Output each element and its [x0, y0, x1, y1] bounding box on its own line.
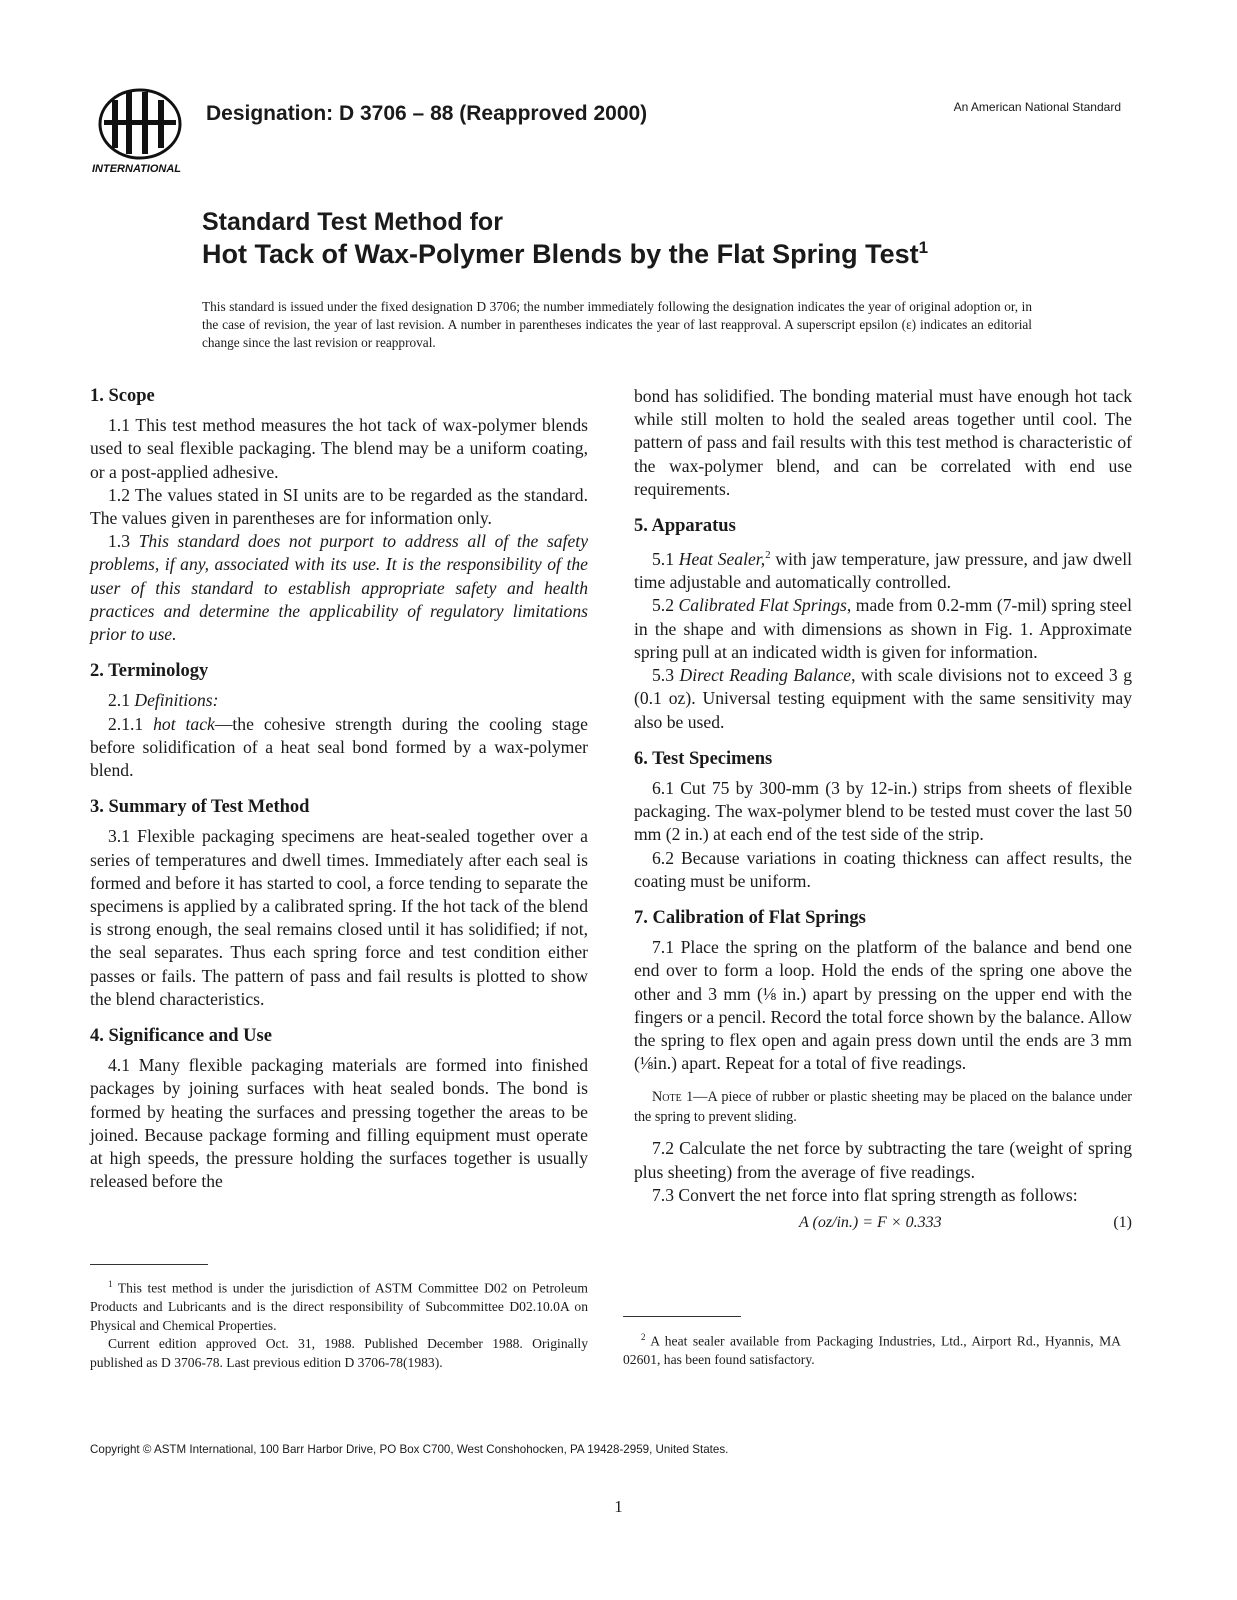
section-heading-apparatus: 5. Apparatus [634, 516, 736, 537]
paragraph-3-1: 3.1 Flexible packaging specimens are heat-sealed together over a series of temperatures and dwell times. Immediately after each seal is formed and before it has started to cool, a force tending to separate the specimens is applied by a calibrated spring. If the hot tack of the blend is strong enough, the seal remains closed until it has solidified; if not, the seal separates. Thus each spring force and test condition either passes or fails. The pattern of pass and fail results is plotted to show the blend characteristics. [90, 826, 588, 1009]
section-heading-calibration: 7. Calibration of Flat Springs [634, 907, 866, 928]
paragraph-4-1-continued: bond has solidified. The bonding material must have enough hot tack while still molten to hold the sealed areas together until cool. The pattern of pass and fail results with this test method is characteristic of the wax-polymer blend, and can be correlated with end use requirements. [634, 386, 1132, 499]
copyright-notice: Copyright © ASTM International, 100 Barr Harbor Drive, PO Box C700, West Conshohocken, PA 19428-2959, United States. [90, 1443, 729, 1456]
astm-logo [90, 82, 190, 178]
footnote-rule-left [90, 1264, 208, 1265]
paragraph-5-2: 5.2 Calibrated Flat Springs, made from 0.2-mm (7-mil) spring steel in the shape and with dimensions as shown in Fig. 1. Approximate spring pull at an indicated width is given for information. [634, 595, 1132, 662]
paragraph-5-3: 5.3 Direct Reading Balance, with scale divisions not to exceed 3 g (0.1 oz). Universal testing equipment with the same sensitivity may also be used. [634, 665, 1132, 732]
paragraph-6-1: 6.1 Cut 75 by 300-mm (3 by 12-in.) strips from sheets of flexible packaging. The wax-polymer blend to be tested must cover the last 50 mm (2 in.) at each end of the test side of the strip. [634, 777, 1132, 845]
paragraph-4-1: 4.1 Many flexible packaging materials are formed into finished packages by joining surfaces with heat sealed bonds. The bond is formed by heating the surfaces and pressing together the areas to be joined. Because package forming and filling equipment must operate at high speeds, the pressure holding the surfaces together is usually released before the [90, 1055, 588, 1192]
title-footnote-mark: 1 [918, 238, 929, 257]
issued-note: This standard is issued under the fixed designation D 3706; the number immediately following the designation indicates the year of original adoption or, in the case of revision, the year of last revision. A number in parentheses indicates the year of last reapproval. A superscript epsilon (ε) indicates an editorial change since the last revision or reapproval. [202, 299, 1032, 350]
left-column [90, 385, 588, 1194]
section-heading-specimens: 6. Test Specimens [634, 748, 773, 769]
section-heading-significance: 4. Significance and Use [90, 1026, 272, 1047]
paragraph-1-1: 1.1 This test method measures the hot tack of wax-polymer blends used to seal flexible packaging. The blend may be a uniform coating, or a post-applied adhesive. [90, 415, 588, 482]
national-standard-label: An American National Standard [953, 100, 1121, 114]
paragraph-5-1: 5.1 Heat Sealer,$^2$ with jaw temperature, jaw pressure, and jaw dwell time adjustable and automatically controlled. [634, 549, 1133, 593]
note-1: Note 1—A piece of rubber or plastic sheeting may be placed on the balance under the spring to prevent sliding. [634, 1089, 1132, 1126]
section-heading-scope: 1. Scope [90, 386, 155, 406]
paragraph-2-1: 2.1 Definitions: [108, 690, 219, 711]
section-heading-summary: 3. Summary of Test Method [90, 797, 310, 818]
paragraph-1-2: 1.2 The values stated in SI units are to be regarded as the standard. The values given in parentheses are for information only. [90, 484, 588, 529]
paragraph-7-2: 7.2 Calculate the net force by subtracting the tare (weight of spring plus sheeting) from the average of five readings. [634, 1138, 1132, 1182]
footnote-1: $^1$ This test method is under the jurisdiction of ASTM Committee D02 on Petroleum Products and Lubricants and is the direct responsibility of Subcommittee D02.10.0A on Physical and Chemical Properties. Current edition approved Oct. 31, 1988. Published December 1988. Originally published as D 3706-78. Last previous edition D 3706-78(1983). [90, 1279, 588, 1370]
paragraph-7-1: 7.1 Place the spring on the platform of the balance and bend one end over to form a loop. Hold the ends of the spring one above the other and 3 mm (⅛ in.) apart by pressing on the upper end with the fingers or a pencil. Record the total force shown by the balance. Allow the spring to flex open and again press down until the ends are 3 mm (⅛in.) apart. Repeat for a total of five readings. [634, 937, 1132, 1074]
title-line-1: Standard Test Method for [202, 208, 503, 236]
paragraph-2-1-1: 2.1.1 hot tack—the cohesive strength during the cooling stage before solidification of a heat seal bond formed by a wax-polymer blend. [90, 713, 588, 781]
right-column [634, 385, 1132, 1234]
designation: Designation: D 3706 – 88 (Reapproved 2000) [206, 102, 648, 125]
section-heading-terminology: 2. Terminology [90, 661, 209, 682]
footnote-rule-right [623, 1316, 741, 1317]
equation-number: (1) [1113, 1213, 1132, 1231]
title-line-2: Hot Tack of Wax-Polymer Blends by the Flat Spring Test$^1$ [202, 238, 929, 269]
logo-text: INTERNATIONAL [92, 163, 182, 175]
paragraph-6-2: 6.2 Because variations in coating thickness can affect results, the coating must be uniform. [634, 847, 1132, 891]
footnote-2: $^2$ A heat sealer available from Packaging Industries, Ltd., Airport Rd., Hyannis, MA 02601, has been found satisfactory. [623, 1332, 1121, 1368]
paragraph-1-3: 1.3 This standard does not purport to address all of the safety problems, if any, associated with its use. It is the responsibility of the user of this standard to establish appropriate safety and health practices and determine the applicability of regulatory limitations prior to use. [90, 531, 589, 645]
page-number: 1 [614, 1497, 623, 1516]
paragraph-7-3: 7.3 Convert the net force into flat spring strength as follows: [652, 1184, 1078, 1205]
equation-expression: A (oz/in.) = F × 0.333 [799, 1213, 942, 1231]
equation-1 [634, 1211, 1132, 1234]
